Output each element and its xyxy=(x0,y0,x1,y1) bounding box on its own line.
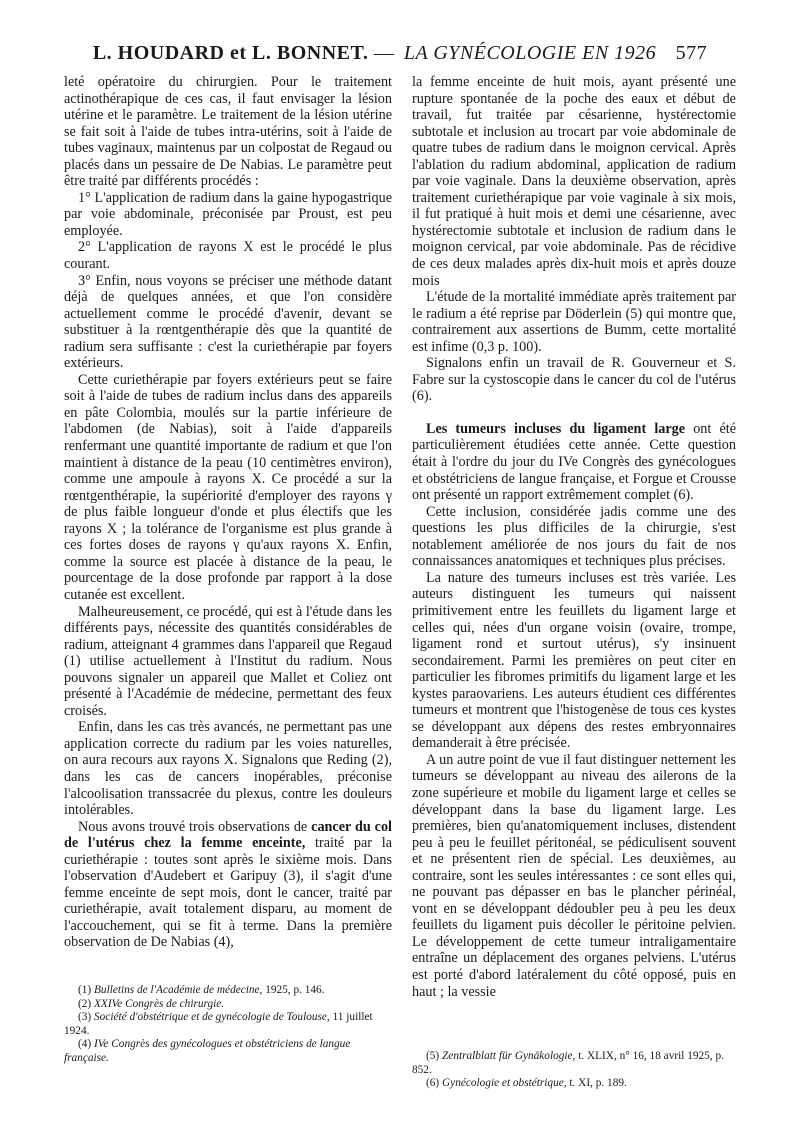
page-number: 577 xyxy=(675,42,708,64)
bold-term: Les tumeurs incluses du ligament large xyxy=(426,420,686,437)
footnotes-right xyxy=(412,1050,736,1091)
header-title: LA GYNÉCOLOGIE EN 1926 xyxy=(403,42,657,64)
footnote: (2) XXIVe Congrès de chirurgie. xyxy=(78,997,225,1010)
paragraph: L'étude de la mortalité immédiate après traitement par le radium a été reprise par Döderlein (5) qui montre que, contrairement aux assertions de Bumm, cette mortalité est infime (0,3 p. 100). xyxy=(412,289,736,355)
footnote: (4) IVe Congrès des gynécologues et obstétriciens de langue française. xyxy=(64,1038,351,1064)
header-authors: L. HOUDARD et L. BONNET. xyxy=(92,42,369,64)
paragraph: Enfin, dans les cas très avancés, ne permettant pas une application correcte du radium par les voies naturelles, on aura recours aux rayons X. Signalons que Reding (2), dans les cas de cancers inopérables, préconise l'alcoolisation transsacrée du plexus, contre les douleurs intolérables. xyxy=(64,719,392,819)
paragraph: Malheureusement, ce procédé, qui est à l'étude dans les différents pays, nécessite des quantités considérables de radium, atteignant 4 grammes dans l'appareil que Regaud (1) utilise actuellement à l'Institut du radium. Nous pouvons signaler un appareil que Mallet et Coliez ont présenté à l'Académie de médecine, permettant des feux croisés. xyxy=(64,603,392,719)
paragraph: Signalons enfin un travail de R. Gouverneur et S. Fabre sur la cystoscopie dans le cancer du col de l'utérus (6). xyxy=(412,355,736,405)
paragraph-pregnancy xyxy=(64,819,392,951)
right-column xyxy=(412,74,736,1000)
footnote: (3) Société d'obstétrique et de gynécologie de Toulouse, 11 juillet 1924. xyxy=(64,1011,373,1037)
paragraph: Cette inclusion, considérée jadis comme une des questions les plus difficiles de la chirurgie, s'est notablement améliorée de nos jours du fait de nos connaissances anatomiques et techniques plus précises. xyxy=(412,503,736,570)
paragraph-lead: Nous avons trouvé trois observations de xyxy=(78,818,308,835)
footnote: (6) Gynécologie et obstétrique, t. XI, p. 189. xyxy=(426,1077,627,1090)
running-header xyxy=(0,42,800,65)
paragraph: 1° L'application de radium dans la gaine hypogastrique par voie abdominale, préconisée par Proust, est peu employée. xyxy=(64,189,392,239)
header-dash: — xyxy=(373,42,395,64)
paragraph-ligament xyxy=(412,421,736,504)
footnotes-left xyxy=(64,984,392,1066)
paragraph: la femme enceinte de huit mois, ayant présenté une rupture spontanée de la poche des eaux et début de travail, fut traitée par césarienne, hystérectomie subtotale et inclusion au trocart par voie abdominale de quatre tubes de radium dans le moignon cervical. Après l'ablation du radium abdominal, application de radium par voie vaginale. Dans la deuxième observation, après traitement curiethérapique par voie vaginale à six mois, il fut pratiqué à huit mois et demi une césarienne, avec hystérectomie subtotale et inclusion de radium dans le moignon cervical, par voie abdominale. Pas de récidive de ces deux malades après dix-huit mois et après douze mois xyxy=(412,74,736,289)
paragraph: leté opératoire du chirurgien. Pour le traitement actinothérapique de ces cas, il faut envisager la lésion utérine et le paramètre. Le traitement de la lésion utérine se fait soit à l'aide de tubes intra-utérins, soit à l'aide de tubes vaginaux, maintenus par un colpostat de Regaud ou placés dans un pessaire de De Nabias. Le paramètre peut être traité par différents procédés : xyxy=(64,74,392,190)
paragraph-rest: ont été particulièrement étudiées cette année. Cette question était à l'ordre du jour du IVe Congrès des gynécologues et obstétriciens de langue française, et Forgue et Crousse ont présenté un rapport extrêmement complet (6). xyxy=(412,420,737,504)
footnote: (5) Zentralblatt für Gynäkologie, t. XLIX, n° 16, 18 avril 1925, p. 852. xyxy=(412,1050,724,1076)
paragraph: La nature des tumeurs incluses est très variée. Les auteurs distinguent les tumeurs qui naissent primitivement entre les feuillets du ligament large et celles qui, nées d'un organe voisin (ovaire, trompe, ligament rond et surtout utérus), s'y insinuent secondairement. Parmi les premières on peut citer en particulier les fibromes primitifs du ligament large et les kystes paraovariens. Les auteurs étudient ces différentes tumeurs et montrent que l'histogenèse de tous ces kystes se développant aux dépens des restes embryonnaires demanderait à être précisée. xyxy=(412,569,736,752)
paragraph: A un autre point de vue il faut distinguer nettement les tumeurs se développant au niveau des ailerons de la zone supérieure et mobile du ligament large et celles se développant dans la base du ligament large. Les premières, bien qu'anatomiquement incluses, distendent peu à peu le feuillet péritonéal, se pédiculisent souvent et ne présentent rien de spécial. Les deuxièmes, au contraire, sont les seules intéressantes : ce sont elles qui, ne pouvant pas dépasser en bas le plancher périnéal, vont en se développant dédoubler peu à peu les deux feuillets du ligament puis décoller le péritoine pelvien. Le développement de cette tumeur intraligamentaire entraîne un déplacement des organes pelviens. L'utérus est porté d'abord latéralement du côté opposé, puis en haut ; la vessie xyxy=(412,751,736,1000)
paragraph: 3° Enfin, nous voyons se préciser une méthode datant déjà de quelques années, et que l'on considère actuellement comme le procédé d'avenir, devant se substituer à la rœntgenthérapie dès que la quantité de radium sera suffisante : c'est la curiethérapie par foyers extérieurs. xyxy=(64,272,392,372)
left-column xyxy=(64,74,392,951)
paragraph: Cette curiethérapie par foyers extérieurs peut se faire soit à l'aide de tubes de radium inclus dans des appareils en pâte Colombia, moulés sur la partie inférieure de l'abdomen (de Nabias), soit à l'aide d'appareils renfermant une quantité importante de radium et que l'on maintient à distance de la peau (10 centimètres environ), comme une ampoule à rayons X. Ce procédé a sur la rœntgenthérapie, la supériorité d'employer des rayons γ de plus faible longueur d'onde et plus électifs que les rayons X ; la tolérance de l'organisme est plus grande à ces fortes doses de rayons γ qu'aux rayons X. Enfin, comme la source est placée à distance de la peau, le pourcentage de la dose profonde par rapport à la dose cutanée est excellent. xyxy=(64,371,392,603)
paragraph-rest: traité par la curiethérapie : toutes sont après le sixième mois. Dans l'observation d'Audebert et Garipuy (3), il s'agit d'une femme enceinte de sept mois, dont le cancer, traité par curiethérapie, avait totalement disparu, au moment de l'accouchement, qui se fit à terme. Dans la première observation de De Nabias (4), xyxy=(64,835,393,951)
paragraph: 2° L'application de rayons X est le procédé le plus courant. xyxy=(64,239,392,273)
bold-term: cancer du col de l'utérus chez la femme enceinte, xyxy=(64,818,393,852)
footnote: (1) Bulletins de l'Académie de médecine, 1925, p. 146. xyxy=(78,984,325,996)
